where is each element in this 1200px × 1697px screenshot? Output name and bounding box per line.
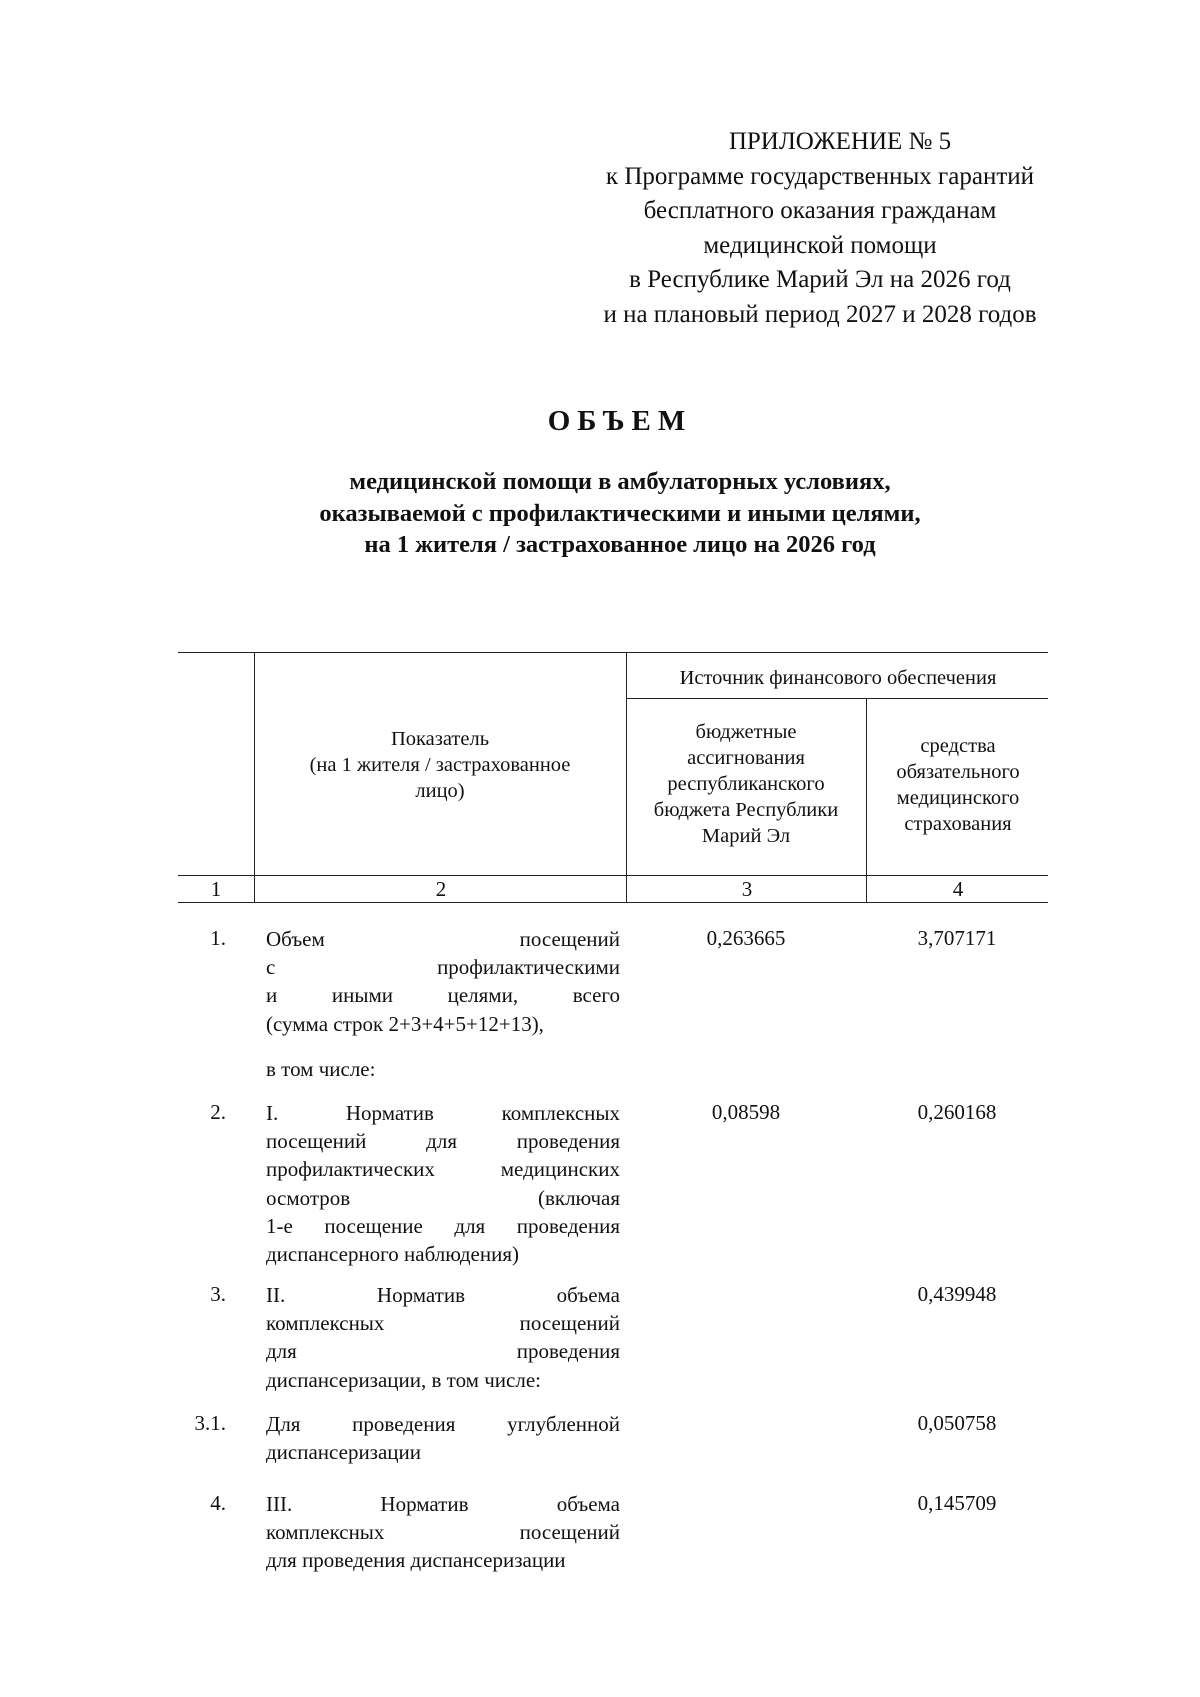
header-indicator-line: лицо): [415, 780, 465, 802]
row-label-line: III. Норматив объема: [266, 1492, 620, 1516]
appendix-line: ПРИЛОЖЕНИЕ № 5: [728, 128, 952, 155]
row-label-line: диспансеризации: [266, 1440, 422, 1465]
subtitle-line: оказываемой с профилактическими и иными целями,: [319, 499, 921, 527]
column-divider-1: [254, 652, 255, 902]
header-budget-line: бюджетные: [695, 721, 797, 743]
row-label-line: II. Норматив объема: [266, 1283, 620, 1307]
row-label-line: I. Норматив комплексных: [266, 1101, 620, 1125]
row-label-line: и иными целями, всего: [266, 983, 620, 1008]
header-budget-line: республиканского: [667, 773, 825, 795]
header-oms-line: средства: [920, 735, 996, 757]
column-divider-3: [866, 698, 867, 902]
header-oms: [868, 733, 1048, 837]
oms-value: 0,050758: [917, 1411, 997, 1435]
header-bottom-border: [178, 875, 1048, 876]
column-numbers-bottom-border: [178, 902, 1048, 903]
column-number: 4: [952, 877, 964, 901]
column-divider-2: [626, 652, 627, 902]
header-oms-line: обязательного: [896, 761, 1020, 783]
header-budget: [628, 719, 864, 849]
row-label-line: диспансеризации, в том числе:: [266, 1367, 541, 1392]
row-number: 4.: [210, 1491, 226, 1515]
oms-value: 0,260168: [917, 1100, 997, 1124]
row-number: 3.1.: [194, 1411, 226, 1435]
document-subtitle: [0, 466, 1200, 561]
oms-value: 3,707171: [917, 926, 997, 950]
header-indicator-line: Показатель: [390, 728, 490, 750]
row-label: [266, 1410, 620, 1466]
appendix-line: медицинской помощи: [703, 231, 937, 259]
row-label-line: посещений для проведения: [266, 1129, 620, 1154]
row-label-line: для проведения диспансеризации: [266, 1548, 566, 1573]
row-label-line: для проведения: [266, 1339, 620, 1364]
row-label-line: Для проведения углубленной: [266, 1412, 620, 1436]
row-label-line: 1-е посещение для проведения: [266, 1213, 620, 1238]
row-label-line: с профилактическими: [266, 955, 620, 980]
row-label-line: диспансерного наблюдения): [266, 1242, 519, 1267]
row-number: 2.: [210, 1100, 226, 1124]
header-indicator: [256, 726, 624, 804]
row-label-line: (сумма строк 2+3+4+5+12+13),: [266, 1011, 544, 1036]
header-indicator-line: (на 1 жителя / застрахованное: [309, 754, 571, 776]
header-budget-line: Марий Эл: [701, 825, 791, 847]
appendix-line: и на плановый период 2027 и 2028 годов: [603, 300, 1037, 328]
document-title: ОБЪЕМ: [547, 405, 693, 437]
row-number: 3.: [210, 1282, 226, 1306]
budget-value: 0,263665: [706, 926, 786, 950]
appendix-line: к Программе государственных гарантий: [605, 162, 1035, 190]
row-label-line: профилактических медицинских: [266, 1157, 620, 1182]
column-number: 1: [210, 877, 222, 901]
row-label: [266, 1490, 620, 1575]
column-number: 2: [435, 877, 447, 901]
table-top-border: [178, 652, 1048, 653]
header-budget-line: бюджета Республики: [653, 799, 839, 821]
row-label-line: Объем посещений: [266, 927, 620, 951]
header-oms-line: страхования: [904, 813, 1012, 835]
row-label-line: осмотров (включая: [266, 1185, 620, 1210]
appendix-line: бесплатного оказания гражданам: [643, 197, 997, 224]
source-group-divider: [626, 698, 1048, 699]
row-label: [266, 1099, 620, 1268]
column-number: 3: [741, 877, 753, 901]
subtitle-line: медицинской помощи в амбулаторных условиях,: [349, 468, 891, 495]
header-source-group: Источник финансового обеспечения: [679, 667, 997, 689]
subtitle-line: на 1 жителя / застрахованное лицо на 2026 год: [364, 531, 876, 558]
row-label: [266, 925, 620, 1038]
appendix-header: [560, 125, 1080, 332]
oms-value: 0,145709: [917, 1491, 997, 1515]
row-label: [266, 1281, 620, 1394]
header-oms-line: медицинского: [896, 787, 1020, 809]
row-number: 1.: [210, 926, 226, 950]
header-budget-line: ассигнования: [687, 747, 805, 769]
row-label-line: комплексных посещений: [266, 1311, 620, 1336]
including-note: в том числе:: [266, 1057, 376, 1081]
budget-value: 0,08598: [711, 1100, 781, 1124]
oms-value: 0,439948: [917, 1282, 997, 1306]
row-label-line: комплексных посещений: [266, 1520, 620, 1545]
appendix-line: в Республике Марий Эл на 2026 год: [629, 266, 1011, 293]
